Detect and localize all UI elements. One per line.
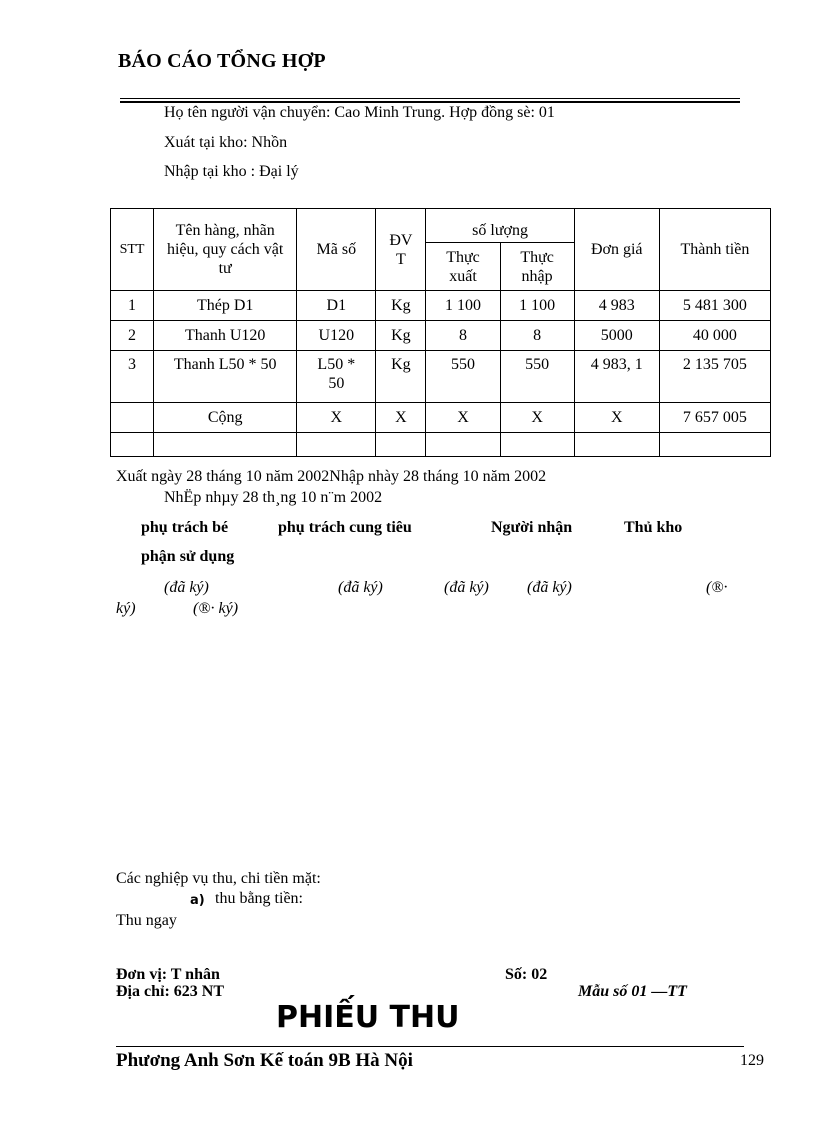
cell-unit: Kg xyxy=(376,351,426,403)
header-name: Tên hàng, nhãn hiệu, quy cách vật tư xyxy=(154,209,297,291)
header-rule-thin xyxy=(120,98,740,99)
report-title: BÁO CÁO TỔNG HỢP xyxy=(118,50,326,72)
signed-mark: (đã ký) xyxy=(444,579,489,596)
cell-stt: 2 xyxy=(111,321,154,351)
cash-receipt-line: thu bằng tiền: xyxy=(215,890,303,907)
receipt-form-number: Mẫu số 01 —TT xyxy=(578,983,687,1000)
role-department-head: phụ trách bé xyxy=(141,519,229,536)
signed-mark-alt: (®· ký) xyxy=(193,600,239,617)
cell-out: 8 xyxy=(426,321,500,351)
total-price: X xyxy=(574,403,659,433)
cell-amount: 40 000 xyxy=(659,321,770,351)
header-price: Đơn giá xyxy=(574,209,659,291)
cell-price: 4 983 xyxy=(574,291,659,321)
total-amount: 7 657 005 xyxy=(659,403,770,433)
role-receiver: Người nhận xyxy=(491,519,573,536)
cell-stt: 3 xyxy=(111,351,154,403)
cell-in: 1 100 xyxy=(500,291,574,321)
signed-mark: (đã ký) xyxy=(338,579,383,596)
cell-out: 550 xyxy=(426,351,500,403)
role-storekeeper: Thủ kho xyxy=(624,519,683,536)
total-label: Cộng xyxy=(154,403,297,433)
date-line-garbled: NhËp nhµy 28 th¸ng 10 n¨m 2002 xyxy=(164,489,383,506)
receipt-address: Địa chỉ: 623 NT xyxy=(116,983,224,1000)
cell-in: 550 xyxy=(500,351,574,403)
cell-code: L50 * 50 xyxy=(297,351,376,403)
header-code: Mã số xyxy=(297,209,376,291)
cell-stt: 1 xyxy=(111,291,154,321)
table-row xyxy=(111,291,771,321)
header-rule-thick xyxy=(120,101,740,103)
cell-name: Thanh U120 xyxy=(154,321,297,351)
role-usage-department: phận sử dụng xyxy=(141,548,235,565)
transporter-line: Họ tên người vận chuyển: Cao Minh Trung. Hợp đồng sè: 01 xyxy=(164,104,555,121)
goods-table xyxy=(110,208,771,457)
cell-out: 1 100 xyxy=(426,291,500,321)
receipt-number: Số: 02 xyxy=(505,966,548,983)
cell-in: 8 xyxy=(500,321,574,351)
cell-code: U120 xyxy=(297,321,376,351)
cell-stt xyxy=(111,403,154,433)
page-number: 129 xyxy=(740,1052,764,1069)
receipt-unit: Đơn vị: T nhân xyxy=(116,966,220,983)
footer-rule xyxy=(116,1046,744,1047)
cell-amount: 2 135 705 xyxy=(659,351,770,403)
signed-mark: (đã ký) xyxy=(527,579,572,596)
empty-row xyxy=(111,433,771,457)
total-out: X xyxy=(426,403,500,433)
footer-author: Phương Anh Sơn Kế toán 9B Hà Nội xyxy=(116,1050,413,1071)
header-qty-out: Thực xuất xyxy=(426,243,500,291)
role-supply-head: phụ trách cung tiêu xyxy=(278,519,412,536)
cell-name: Thanh L50 * 50 xyxy=(154,351,297,403)
date-line: Xuất ngày 28 tháng 10 năm 2002Nhập nhày 28 tháng 10 năm 2002 xyxy=(116,468,547,485)
header-stt: STT xyxy=(111,209,154,291)
signed-mark: (đã ký) xyxy=(164,579,209,596)
header-quantity: số lượng xyxy=(426,209,574,243)
cell-amount: 5 481 300 xyxy=(659,291,770,321)
signed-mark-alt: ký) xyxy=(116,600,136,617)
list-marker: a) xyxy=(190,893,205,908)
import-warehouse-line: Nhập tại kho : Đại lý xyxy=(164,163,299,180)
total-code: X xyxy=(297,403,376,433)
cell-name: Thép D1 xyxy=(154,291,297,321)
cell-code: D1 xyxy=(297,291,376,321)
total-row xyxy=(111,403,771,433)
total-unit: X xyxy=(376,403,426,433)
header-qty-in: Thực nhập xyxy=(500,243,574,291)
receipt-title: PHIẾU THU xyxy=(276,1000,460,1035)
cell-price: 4 983, 1 xyxy=(574,351,659,403)
signed-mark-alt: (®· xyxy=(706,579,728,596)
table-row xyxy=(111,351,771,403)
table-row xyxy=(111,321,771,351)
total-in: X xyxy=(500,403,574,433)
export-warehouse-line: Xuát tại kho: Nhồn xyxy=(164,134,288,151)
cash-immediate-line: Thu ngay xyxy=(116,912,177,929)
cash-operations-heading: Các nghiệp vụ thu, chi tiền mặt: xyxy=(116,870,321,887)
cell-price: 5000 xyxy=(574,321,659,351)
header-amount: Thành tiền xyxy=(659,209,770,291)
cell-unit: Kg xyxy=(376,291,426,321)
header-unit: ĐVT xyxy=(376,209,426,291)
cell-unit: Kg xyxy=(376,321,426,351)
